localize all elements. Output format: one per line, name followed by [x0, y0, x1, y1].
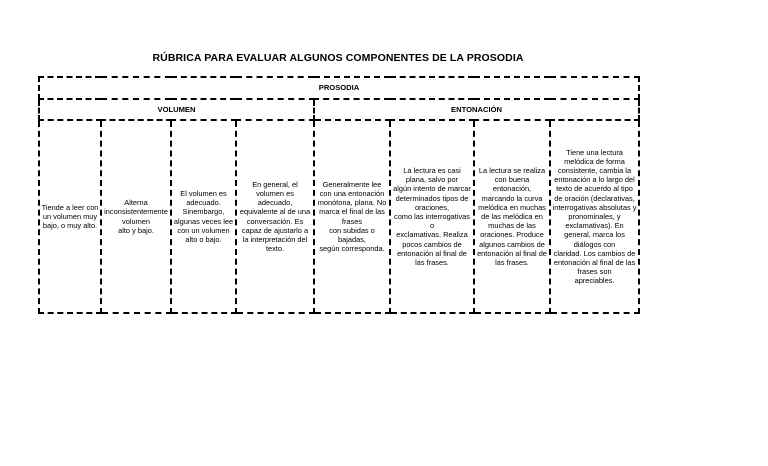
entonacion-level-3: La lectura se realiza con buena entonación, marcando la curva melódica en muchas de las melódica en muchas de las oraciones. Produce algunos cambios de entonación al final de las frases.: [474, 120, 550, 313]
header-row-main: [39, 77, 639, 99]
entonacion-level-2: La lectura es casi plana, salvo por algún intento de marcar determinados tipos de oraciones, como las interrogativas o exclamativas. Realiza pocos cambios de entonación al final de las frases.: [390, 120, 474, 313]
header-prosodia: PROSODIA: [39, 77, 639, 99]
criteria-row: [39, 120, 639, 313]
volumen-level-4: En general, el volumen es adecuado, equivalente al de una conversación. Es capaz de ajustarlo a la interpretación del texto.: [236, 120, 314, 313]
page-title: RÚBRICA PARA EVALUAR ALGUNOS COMPONENTES DE LA PROSODIA: [152, 52, 524, 64]
volumen-level-1: Tiende a leer con un volumen muy bajo, o muy alto.: [39, 120, 101, 313]
entonacion-level-4: Tiene una lectura melódica de forma consistente, cambia la entonación a lo largo del texto de acuerdo al tipo de oración (declarativas, interrogativas absolutas y pronominales, y exclamativas). En general, marca los diálogos con claridad. Los cambios de entonación al final de las frases son apreciables.: [550, 120, 639, 313]
header-row-categories: [39, 99, 639, 121]
header-entonacion: ENTONACIÓN: [314, 99, 639, 121]
volumen-level-2: Alterna inconsistentemente volumen alto y bajo.: [101, 120, 171, 313]
prosody-rubric-table: [38, 76, 640, 314]
header-volumen: VOLUMEN: [39, 99, 314, 121]
volumen-level-3: El volumen es adecuado. Sinembargo, algunas veces lee con un volumen alto o bajo.: [171, 120, 236, 313]
entonacion-level-1: Generalmente lee con una entonación monótona, plana. No marca el final de las frases con subidas o bajadas, según corresponda.: [314, 120, 390, 313]
